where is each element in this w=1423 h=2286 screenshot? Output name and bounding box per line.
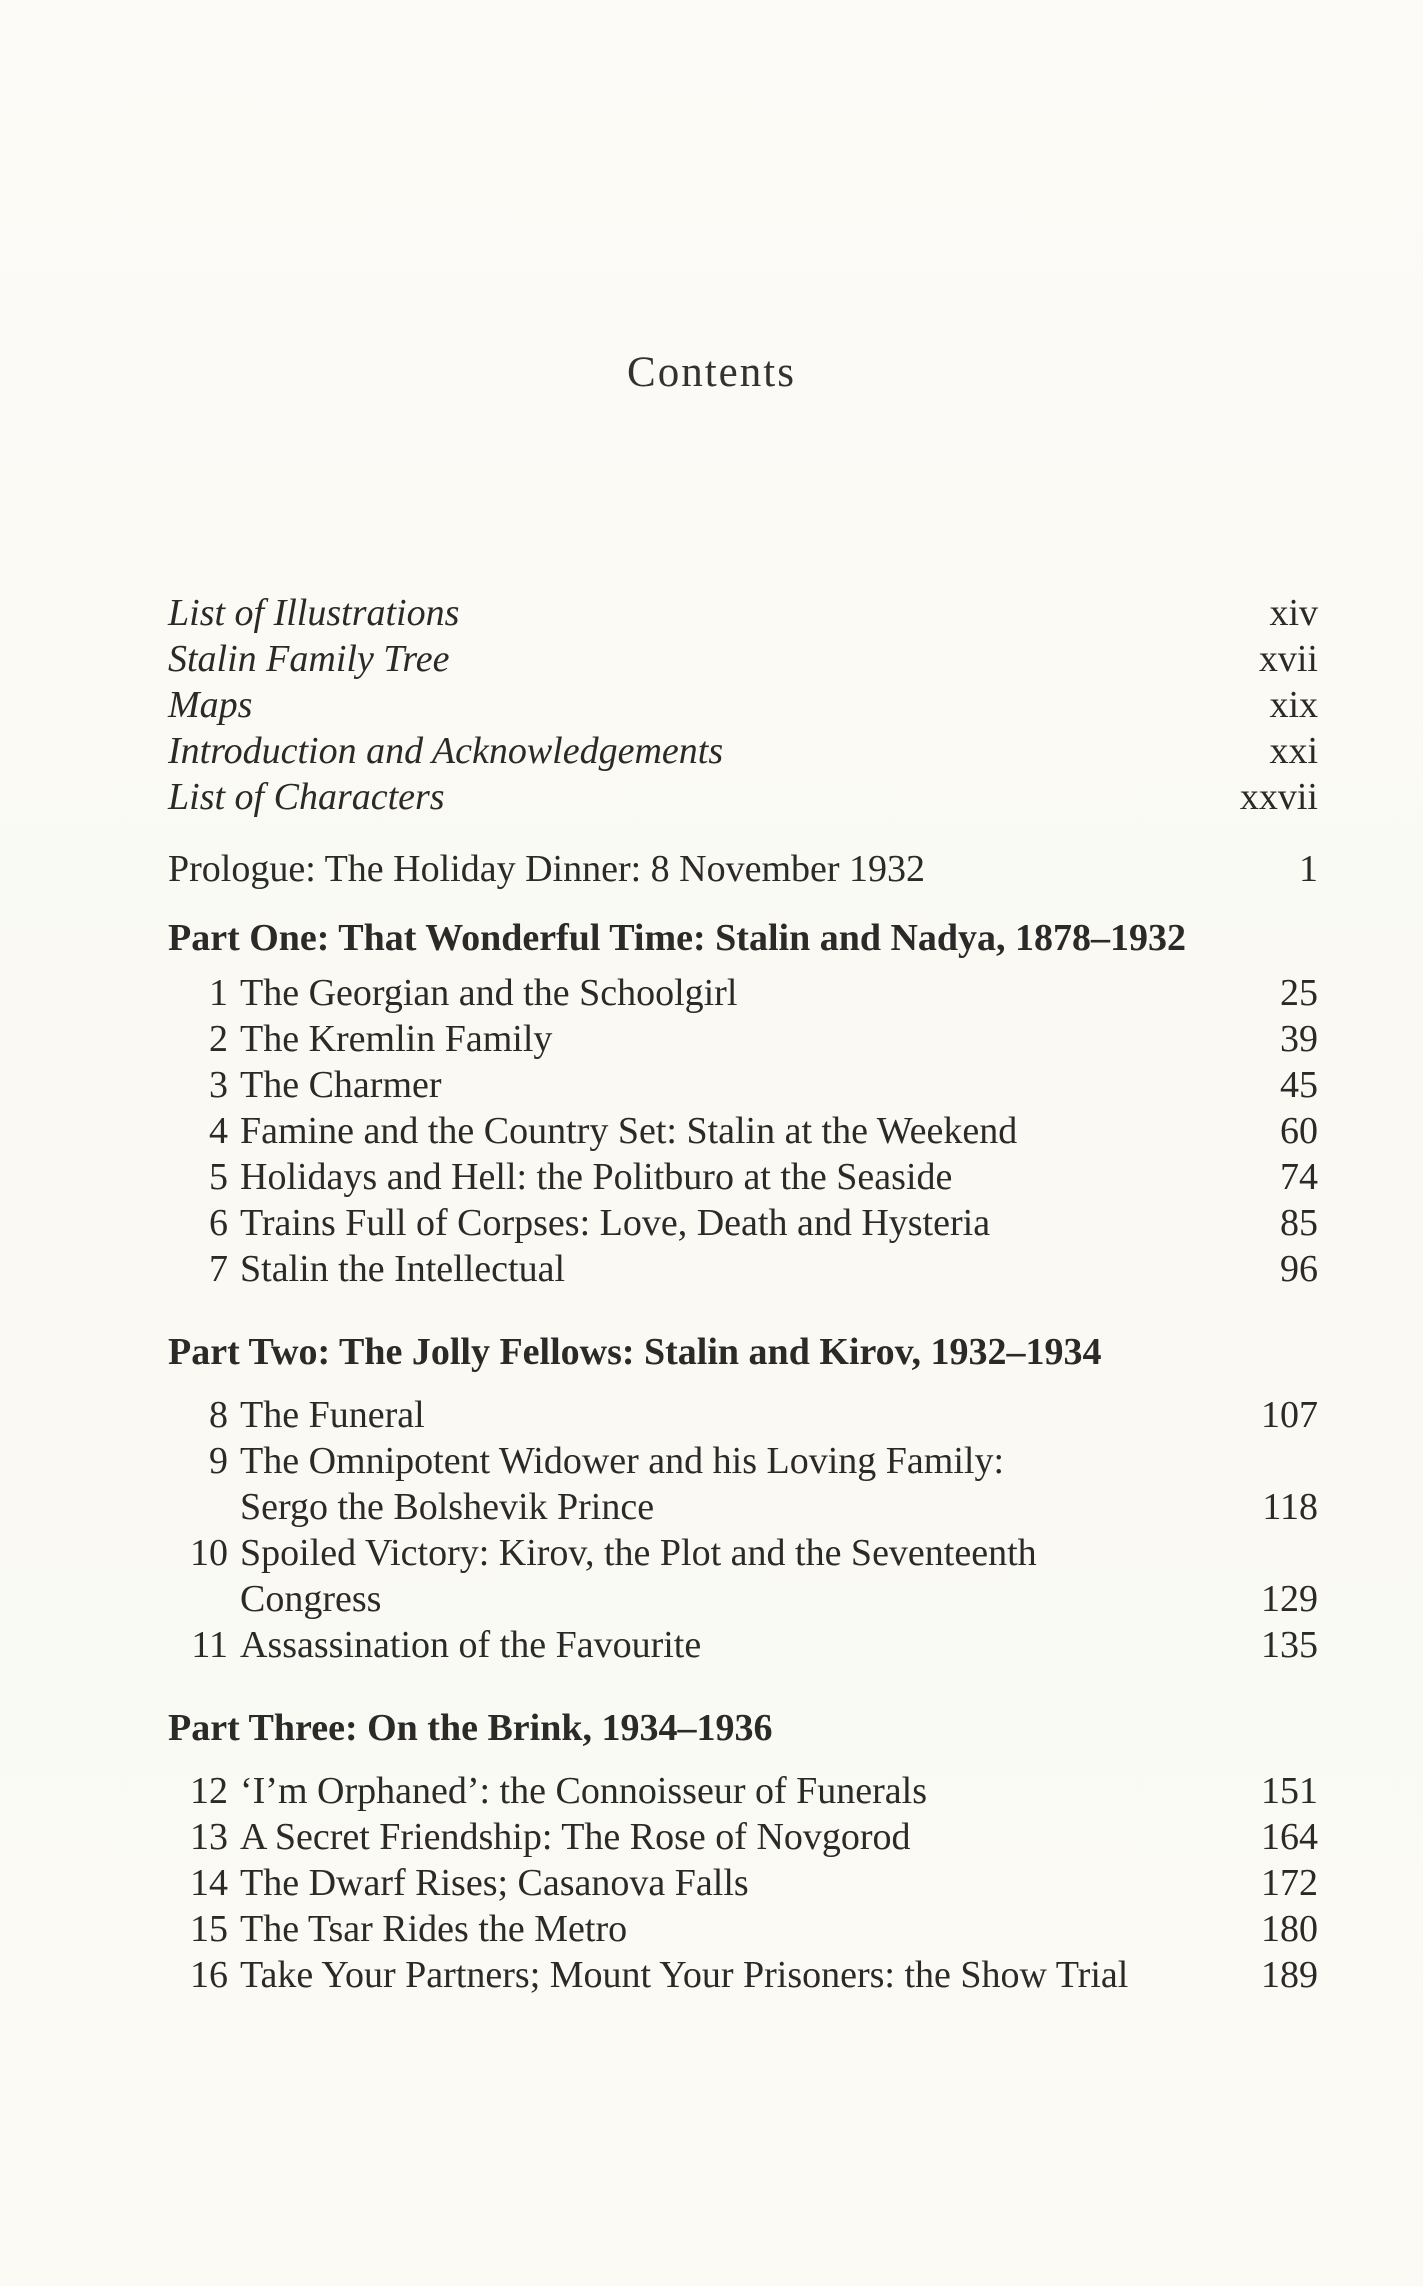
chapter-page: 85 [1280,1202,1318,1244]
chapter-number: 16 [190,1954,228,1996]
chapter-page: 118 [1262,1486,1318,1528]
toc-chapter [168,1814,1318,1860]
chapter-number: 13 [190,1816,228,1858]
toc-chapter [168,1246,1318,1292]
chapter-title: The Funeral [240,1394,425,1436]
toc-entry-label: List of Characters [168,776,445,818]
toc-entry-label: Introduction and Acknowledgements [168,730,724,772]
toc-entry-family-tree [168,636,1318,682]
toc-entry-prologue [168,846,1318,892]
chapter-title [240,1530,1258,1622]
chapter-page: 164 [1261,1816,1318,1858]
chapter-number: 3 [209,1064,228,1106]
chapter-number: 7 [209,1248,228,1290]
chapter-title: The Tsar Rides the Metro [240,1908,628,1950]
chapter-title: Take Your Partners; Mount Your Prisoners: the Show Trial [240,1954,1129,1996]
toc-chapter [168,1154,1318,1200]
chapter-page: 151 [1261,1770,1318,1812]
chapter-number: 15 [190,1908,228,1950]
part-heading-three: Part Three: On the Brink, 1934–1936 [168,1707,773,1749]
chapter-title-line-1: Spoiled Victory: Kirov, the Plot and the Seventeenth [240,1532,1037,1574]
toc-entry-list-of-characters [168,774,1318,820]
toc-chapter [168,1392,1318,1438]
part-heading-one: Part One: That Wonderful Time: Stalin and Nadya, 1878–1932 [168,917,1187,959]
chapter-title: Assassination of the Favourite [240,1624,702,1666]
chapter-page: 96 [1280,1248,1318,1290]
page-title: Contents [627,349,796,396]
chapter-page: 180 [1261,1908,1318,1950]
toc-entry-list-of-illustrations [168,590,1318,636]
toc-entry-label: Stalin Family Tree [168,638,450,680]
toc-chapter [168,1768,1318,1814]
chapter-number: 14 [190,1862,228,1904]
chapter-page: 172 [1261,1862,1318,1904]
toc-entry-label: Prologue: The Holiday Dinner: 8 November 1932 [168,848,926,890]
chapter-page: 39 [1280,1018,1318,1060]
toc-chapter [168,1438,1318,1530]
chapter-page: 60 [1280,1110,1318,1152]
toc-chapter [168,1952,1318,1998]
toc-chapter [168,1108,1318,1154]
toc-entry-page: xiv [1269,592,1318,634]
toc-entry-page: xvii [1258,638,1318,680]
toc-entry-introduction [168,728,1318,774]
chapter-number: 12 [190,1770,228,1812]
chapter-title: Famine and the Country Set: Stalin at the Weekend [240,1110,1018,1152]
chapter-title: Holidays and Hell: the Politburo at the Seaside [240,1156,953,1198]
toc-entry-label: Maps [168,684,253,726]
chapter-title: Trains Full of Corpses: Love, Death and Hysteria [240,1202,991,1244]
toc-chapter [168,1906,1318,1952]
toc-entry-page: 1 [1299,848,1318,890]
chapter-number: 6 [209,1202,228,1244]
chapter-page: 189 [1261,1954,1318,1996]
chapter-title [240,1438,1258,1530]
toc-chapter [168,1200,1318,1246]
toc-chapter [168,1016,1318,1062]
chapter-title: The Charmer [240,1064,442,1106]
chapter-number: 11 [191,1624,228,1666]
chapter-title-line-1: The Omnipotent Widower and his Loving Family: [240,1440,1005,1482]
toc-chapter [168,1062,1318,1108]
toc-chapter [168,1530,1318,1622]
table-of-contents [168,590,1318,1998]
toc-chapter [168,1622,1318,1668]
chapter-number: 8 [209,1394,228,1436]
chapter-title: A Secret Friendship: The Rose of Novgorod [240,1816,911,1858]
chapter-title-line-2: Congress [240,1578,382,1620]
chapter-number: 10 [190,1532,228,1574]
chapter-title: ‘I’m Orphaned’: the Connoisseur of Funerals [240,1770,928,1812]
chapter-number: 1 [209,972,228,1014]
part-heading-two: Part Two: The Jolly Fellows: Stalin and Kirov, 1932–1934 [168,1331,1102,1373]
toc-chapter [168,970,1318,1016]
toc-entry-page: xxvii [1239,776,1318,818]
chapter-title: The Georgian and the Schoolgirl [240,972,738,1014]
chapter-number: 5 [209,1156,228,1198]
chapter-number: 9 [209,1440,228,1482]
chapter-number: 2 [209,1018,228,1060]
toc-entry-label: List of Illustrations [168,592,460,634]
toc-entry-maps [168,682,1318,728]
toc-entry-page: xxi [1269,730,1318,772]
chapter-page: 25 [1280,972,1318,1014]
chapter-page: 135 [1261,1624,1318,1666]
chapter-title: The Kremlin Family [240,1018,553,1060]
chapter-page: 45 [1280,1064,1318,1106]
chapter-page: 129 [1261,1578,1318,1620]
chapter-title: Stalin the Intellectual [240,1248,566,1290]
chapter-page: 107 [1261,1394,1318,1436]
chapter-page: 74 [1280,1156,1318,1198]
chapter-title: The Dwarf Rises; Casanova Falls [240,1862,749,1904]
toc-entry-page: xix [1269,684,1318,726]
chapter-title-line-2: Sergo the Bolshevik Prince [240,1486,655,1528]
chapter-number: 4 [209,1110,228,1152]
toc-chapter [168,1860,1318,1906]
